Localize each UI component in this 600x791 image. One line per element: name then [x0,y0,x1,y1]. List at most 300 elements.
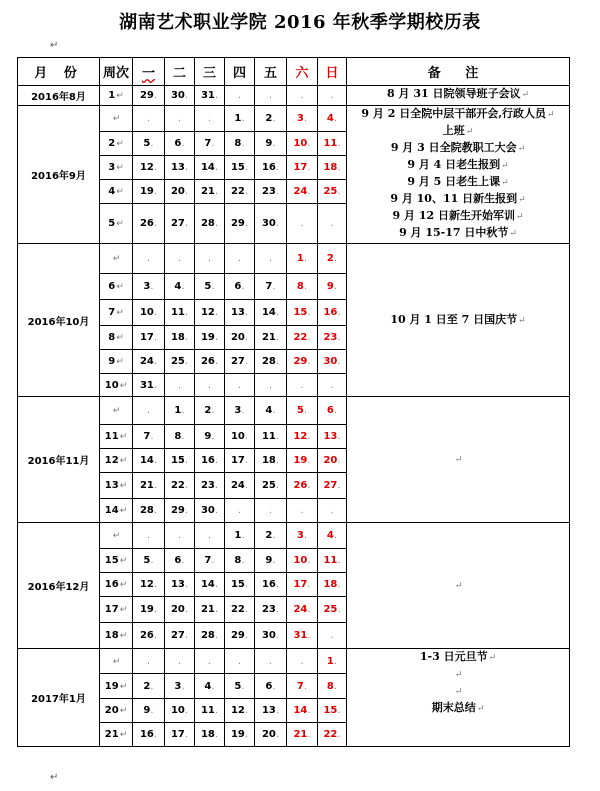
day-number: 28 [200,218,215,229]
day-cell [225,674,255,699]
day-cell [287,549,318,573]
day-cell [318,132,347,156]
day-number: 15 [293,307,308,318]
day-number: 12 [139,162,154,173]
day-cell [255,106,287,132]
day-cell [165,326,195,350]
day-cell [287,723,318,747]
day-number: 19 [230,729,245,740]
empty-day-mark: . [237,379,242,391]
day-cell [318,549,347,573]
paragraph-mark: ↵ [119,730,128,740]
week-number-cell [100,180,133,204]
cell-end-mark: . [337,455,341,466]
cell-end-mark: . [211,431,215,442]
note-line [347,174,569,191]
cell-end-mark: . [275,332,280,343]
cell-end-mark: . [337,332,341,343]
day-number: 26 [293,480,308,491]
day-cell [133,374,165,397]
day-number: 26 [200,356,215,367]
day-number: 7 [143,431,151,442]
day-cell [195,623,225,649]
day-cell [287,473,318,499]
month-cell: 2016年9月 [18,106,100,244]
day-cell [287,132,318,156]
paragraph-mark: ↵ [112,254,121,264]
day-cell [133,449,165,473]
paragraph-mark: ↵ [119,380,128,391]
note-line [347,225,569,242]
cell-end-mark: . [244,356,249,367]
day-cell [195,300,225,326]
day-number: 25 [170,356,185,367]
paragraph-mark: ↵ [119,481,128,491]
week-number: 9 [108,356,116,367]
cell-end-mark: . [275,579,280,590]
day-cell [195,180,225,204]
day-cell [225,573,255,597]
day-cell [318,204,347,244]
paragraph-mark: ↵ [116,163,124,173]
day-cell [255,374,287,397]
day-number: 16 [261,162,276,173]
week-number: 17 [104,604,119,615]
day-number: 25 [261,480,276,491]
day-cell [133,86,165,106]
day-cell [165,156,195,180]
week-number-cell [100,425,133,449]
week-number-cell [100,156,133,180]
day-number: 8 [174,431,182,442]
paragraph-mark: ↵ [119,605,128,615]
cell-end-mark: . [241,555,245,566]
cell-end-mark: . [211,680,215,692]
day-cell [195,699,225,723]
paragraph-mark: ↵ [119,556,128,566]
day-number: 27 [170,630,185,641]
day-number: 18 [170,332,185,343]
day-cell [165,132,195,156]
cell-end-mark: . [272,555,276,566]
day-number: 31 [200,90,215,101]
cell-end-mark: . [150,431,154,442]
day-cell [225,132,255,156]
cell-end-mark: . [241,680,245,692]
day-number: 21 [139,480,154,491]
day-cell [255,300,287,326]
day-cell [165,523,195,549]
paragraph-mark: ↵ [454,687,463,697]
cell-end-mark: . [337,480,341,491]
day-number: 12 [200,307,215,318]
day-number: 5 [234,680,242,692]
cell-end-mark: . [211,138,215,149]
cell-end-mark: . [307,332,311,343]
day-cell [165,573,195,597]
paragraph-mark: ↵ [454,670,463,680]
day-number: 18 [261,455,276,466]
paragraph-mark: ↵ [488,653,497,663]
week-number: 16 [104,579,119,590]
day-number: 11 [323,138,338,149]
cell-end-mark: . [211,405,215,416]
week-number-cell [100,132,133,156]
cell-end-mark: . [241,530,245,541]
cell-end-mark: . [184,579,189,590]
day-number: 14 [293,705,308,716]
note-cell [347,397,570,523]
day-header-fri: 五 [255,58,287,86]
day-number: 18 [323,579,338,590]
cell-end-mark: . [333,680,338,692]
day-cell [318,350,347,374]
week-number: 2 [108,138,116,149]
week-number-cell [100,723,133,747]
day-cell [225,156,255,180]
cell-end-mark: . [184,218,189,229]
day-cell [255,244,287,274]
note-text: 8 月 31 日院领导班子会议 [387,87,521,100]
day-cell [225,449,255,473]
empty-day-mark: . [268,379,273,391]
cell-end-mark: . [307,630,311,641]
week-number: 3 [108,162,116,173]
day-cell [255,86,287,106]
day-cell [165,649,195,674]
day-number: 20 [170,604,185,615]
cell-end-mark: . [337,162,341,173]
note-text: 9 月 2 日全院中层干部开会,行政人员 [361,107,547,120]
day-number: 19 [139,604,154,615]
day-cell [165,300,195,326]
day-number: 7 [296,680,304,692]
note-cell [347,86,570,106]
day-cell [318,397,347,425]
day-number: 9 [265,138,273,149]
day-number: 17 [293,162,308,173]
cell-end-mark: . [333,405,338,416]
note-text: 9 月 3 日全院教职工大会 [390,141,517,154]
day-cell [318,523,347,549]
cell-end-mark: . [275,162,280,173]
week-number-cell [100,473,133,499]
cell-end-mark: . [275,431,280,442]
day-cell [255,549,287,573]
cell-end-mark: . [275,630,280,641]
day-number: 4 [174,281,182,292]
day-cell [318,86,347,106]
day-number: 31 [139,379,154,391]
day-cell [133,523,165,549]
paragraph-mark: ↵ [119,580,128,590]
note-text: 期末总结 [431,701,476,714]
paragraph-mark: ↵ [119,706,128,716]
cell-end-mark: . [211,281,215,292]
day-number: 4 [265,405,273,416]
day-cell [318,106,347,132]
day-number: 17 [230,455,245,466]
week-number: 1 [108,90,116,101]
cell-end-mark: . [153,480,158,491]
day-cell [225,374,255,397]
cell-end-mark: . [244,729,249,740]
empty-day-mark: . [330,379,334,391]
day-cell [318,723,347,747]
cell-end-mark: . [214,307,219,318]
month-cell: 2016年11月 [18,397,100,523]
day-cell [287,397,318,425]
empty-day-mark: . [177,655,182,667]
day-header-tue: 二 [165,58,195,86]
note-line [347,191,569,208]
day-cell [133,244,165,274]
day-number: 16 [261,579,276,590]
day-cell [225,106,255,132]
day-number: 22 [230,604,245,615]
day-cell [287,244,318,274]
day-cell [195,499,225,523]
day-cell [165,350,195,374]
day-number: 13 [170,579,185,590]
week-number-cell [100,274,133,300]
page-title: 湖南艺术职业学院 2016 年秋季学期校历表 [119,12,481,33]
cell-end-mark: . [214,162,219,173]
day-number: 26 [139,630,154,641]
day-number: 14 [261,307,276,318]
day-cell [318,699,347,723]
day-number: 9 [265,555,273,566]
day-cell [133,674,165,699]
day-number: 4 [326,113,334,124]
note-cell [347,106,570,244]
cell-end-mark: . [275,356,280,367]
paragraph-mark: ↵ [547,110,555,120]
cell-end-mark: . [184,505,189,516]
day-number: 22 [170,480,185,491]
paragraph-mark: ↵ [476,704,485,714]
day-cell [225,499,255,523]
day-cell [195,86,225,106]
week-number-cell [100,244,133,274]
day-number: 4 [326,530,334,541]
day-number: 29 [230,630,245,641]
day-cell [195,723,225,747]
cell-end-mark: . [333,530,338,541]
paragraph-mark: ↵ [112,406,121,416]
day-cell [287,300,318,326]
cell-end-mark: . [337,186,341,197]
day-number: 13 [261,705,276,716]
week-number: 4 [108,186,116,197]
note-line [347,666,569,683]
day-number: 1 [296,253,304,264]
empty-day-mark: . [300,505,304,516]
day-number: 30 [200,505,215,516]
day-cell [195,523,225,549]
week-number-cell [100,597,133,623]
cell-end-mark: . [241,113,245,124]
day-cell [165,623,195,649]
week-number: 11 [104,431,119,442]
week-number-cell [100,300,133,326]
day-number: 3 [174,680,182,692]
paragraph-mark: ↵ [501,161,509,171]
day-number: 31 [293,630,308,641]
cell-end-mark: . [272,138,276,149]
cell-end-mark: . [153,604,158,615]
empty-day-mark: . [268,90,273,101]
paragraph-mark: ↵ [501,178,509,188]
day-cell [195,649,225,674]
month-cell: 2016年10月 [18,244,100,397]
cell-end-mark: . [275,307,280,318]
cell-end-mark: . [214,186,219,197]
empty-day-mark: . [330,505,334,516]
day-cell [287,106,318,132]
empty-day-mark: . [300,90,304,101]
week-number-cell [100,649,133,674]
week-number: 6 [108,281,116,292]
day-cell [287,523,318,549]
cell-end-mark: . [307,604,311,615]
cell-end-mark: . [307,705,311,716]
day-cell [133,699,165,723]
day-cell [255,573,287,597]
cell-end-mark: . [275,218,280,229]
empty-day-mark: . [330,218,334,229]
day-cell [318,499,347,523]
paragraph-mark: ↵ [119,432,128,442]
empty-day-mark: . [146,405,151,416]
day-number: 17 [139,332,154,343]
day-header-wed: 三 [195,58,225,86]
day-number: 8 [234,555,242,566]
day-cell [165,374,195,397]
cell-end-mark: . [181,680,185,692]
day-cell [165,244,195,274]
cell-end-mark: . [307,138,311,149]
note-cell [347,649,570,747]
cell-end-mark: . [272,405,276,416]
week-number-cell [100,623,133,649]
empty-day-mark: . [177,530,182,541]
cell-end-mark: . [153,90,158,101]
day-number: 10 [293,555,308,566]
note-cell [347,244,570,397]
paragraph-mark: ↵ [112,531,121,541]
note-text: 9 月 5 日老生上课 [407,175,501,188]
day-cell [287,350,318,374]
day-number: 7 [265,281,273,292]
cell-end-mark: . [244,162,249,173]
day-cell [318,244,347,274]
day-number: 9 [143,705,151,716]
cell-end-mark: . [307,431,311,442]
day-cell [287,449,318,473]
day-number: 8 [296,281,304,292]
day-cell [165,473,195,499]
day-cell [133,649,165,674]
day-cell [225,274,255,300]
month-cell: 2017年1月 [18,649,100,747]
day-number: 3 [143,281,151,292]
day-cell [287,204,318,244]
day-number: 22 [230,186,245,197]
week-number-cell [100,549,133,573]
cell-end-mark: . [153,505,158,516]
cell-end-mark: . [150,138,154,149]
empty-day-mark: . [207,253,212,264]
day-cell [195,425,225,449]
week-row [18,106,570,132]
empty-day-mark: . [300,218,304,229]
day-cell [195,106,225,132]
day-cell [318,597,347,623]
day-cell [133,180,165,204]
day-number: 5 [143,138,151,149]
cell-end-mark: . [244,705,249,716]
day-cell [165,397,195,425]
day-number: 10 [139,307,154,318]
empty-day-mark: . [268,253,273,264]
day-cell [225,473,255,499]
day-number: 28 [261,356,276,367]
cell-end-mark: . [150,555,154,566]
cell-end-mark: . [307,455,311,466]
day-number: 20 [261,729,276,740]
day-number: 20 [323,455,338,466]
note-text: 10 月 1 日至 7 日国庆节 [390,312,518,326]
day-cell [255,425,287,449]
cell-end-mark: . [244,579,249,590]
day-number: 11 [323,555,338,566]
day-cell [318,473,347,499]
day-number: 2 [265,530,273,541]
paragraph-mark: ↵ [517,144,526,154]
day-cell [133,499,165,523]
cell-end-mark: . [275,705,280,716]
empty-day-mark: . [177,113,182,124]
day-number: 29 [293,356,308,367]
day-number: 23 [200,480,215,491]
week-number-cell [100,397,133,425]
week-number-cell [100,86,133,106]
day-cell [318,180,347,204]
day-cell [133,106,165,132]
day-cell [165,597,195,623]
day-number: 21 [293,729,308,740]
cell-end-mark: . [244,604,249,615]
note-line [347,123,569,140]
day-cell [255,473,287,499]
cell-end-mark: . [184,455,189,466]
cell-end-mark: . [275,604,280,615]
day-number: 16 [139,729,154,740]
day-cell [165,86,195,106]
cell-end-mark: . [153,332,158,343]
day-number: 23 [261,604,276,615]
cell-end-mark: . [150,705,154,716]
week-number-cell [100,106,133,132]
day-number: 10 [293,138,308,149]
cell-end-mark: . [303,530,308,541]
empty-day-mark: . [237,90,242,101]
day-cell [287,623,318,649]
empty-day-mark: . [237,655,242,667]
cell-end-mark: . [153,307,158,318]
day-cell [225,300,255,326]
